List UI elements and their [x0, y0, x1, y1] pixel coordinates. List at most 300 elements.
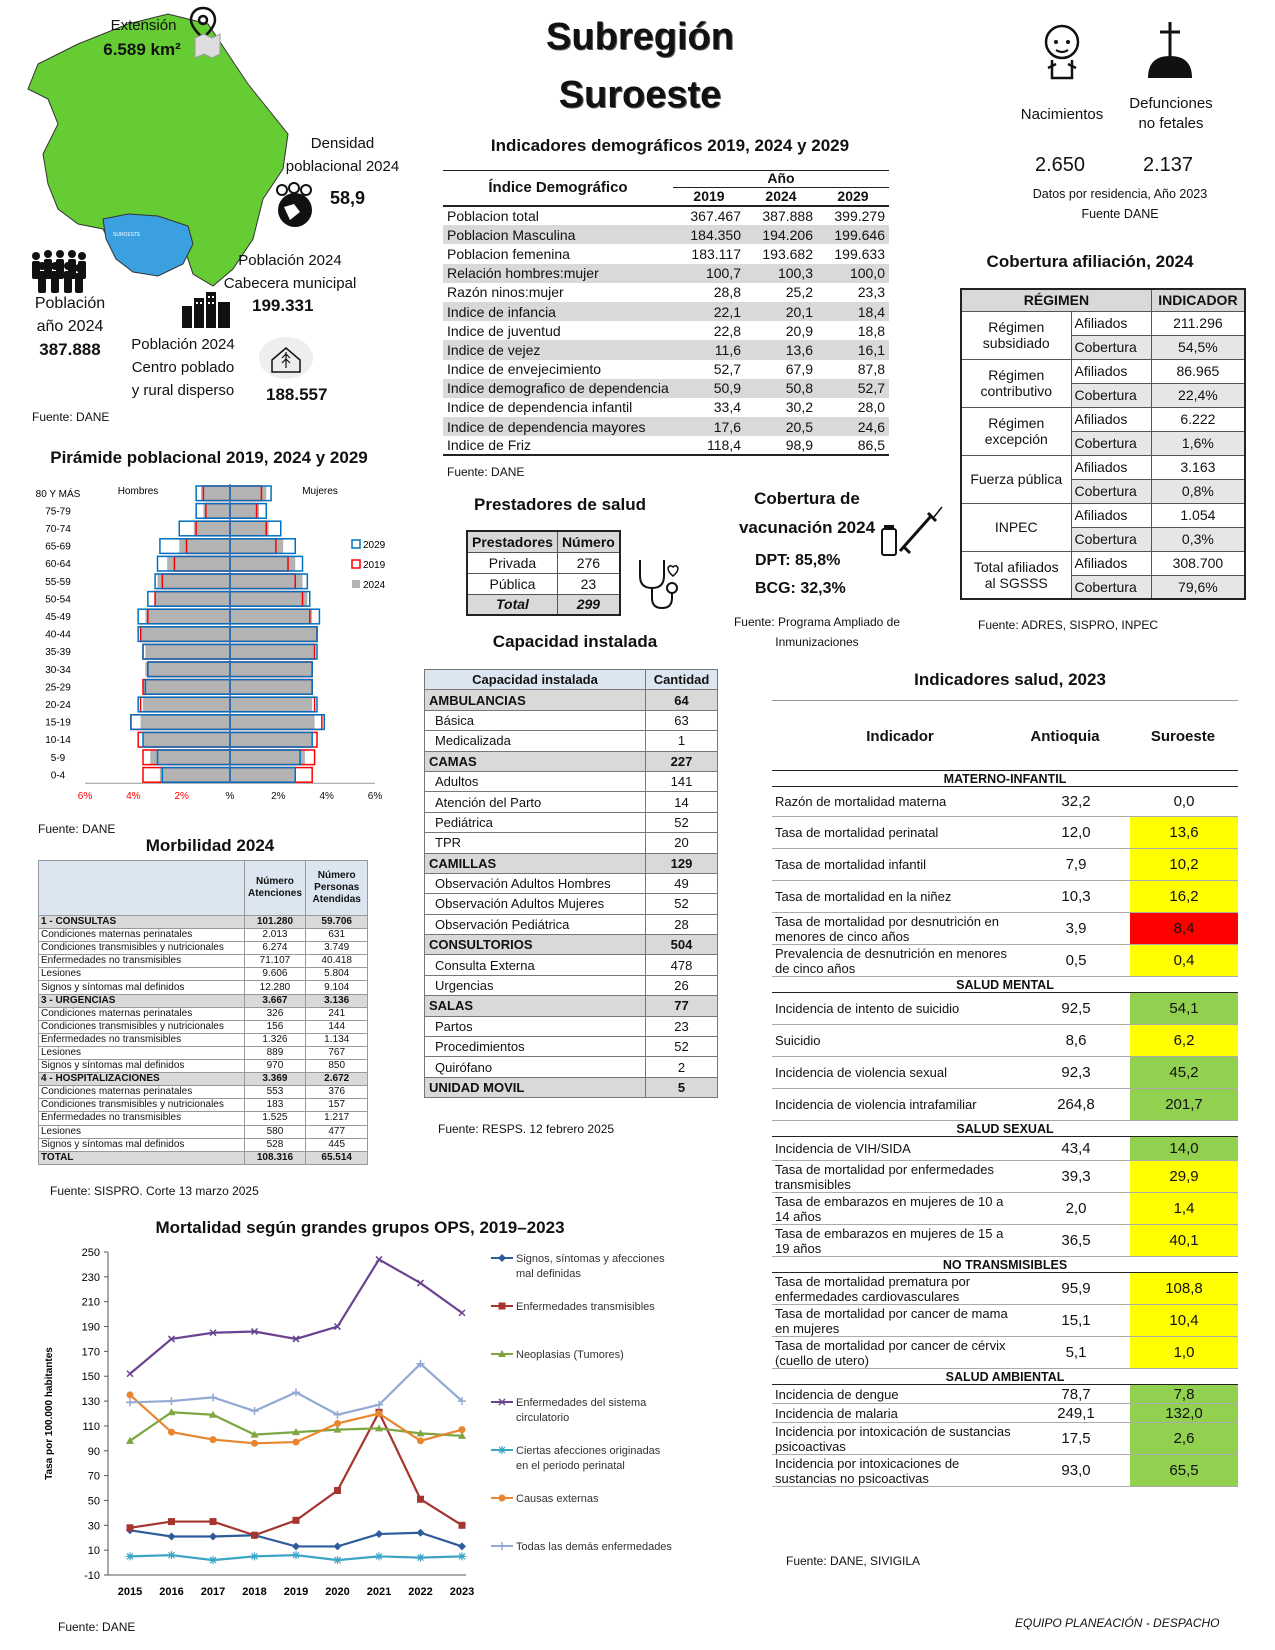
pyramid-bar-women-2024 [230, 750, 305, 765]
morb-row-label: Condiciones maternas perinatales [39, 1086, 245, 1099]
salud-row-antioquia: 39,3 [1022, 1161, 1130, 1193]
demo-row [443, 244, 889, 263]
salud-row-antioquia: 5,1 [1022, 1337, 1130, 1369]
nacimientos-label: Nacimientos [1020, 106, 1104, 123]
cov-title: Cobertura afiliación, 2024 [986, 252, 1194, 271]
salud-row-antioquia: 10,3 [1022, 881, 1130, 913]
salud-row [772, 1025, 1238, 1057]
demo-row-label: Poblacion femenina [447, 245, 570, 262]
prest-row-value: 276 [557, 552, 619, 573]
line-chart-point [292, 1388, 300, 1396]
demo-row-value: 199.646 [817, 225, 889, 244]
title-line-2: Suroeste [558, 74, 722, 116]
morb-row-label: 4 - HOSPITALIZACIONES [39, 1073, 245, 1086]
prest-row-label: Privada [467, 552, 557, 573]
cov-regimen-line: Régimen [988, 319, 1045, 335]
salud-row-suroeste: 65,5 [1130, 1455, 1238, 1487]
salud-row-label: Tasa de mortalidad por cancer de cérvix (cuello de utero) [772, 1337, 1022, 1369]
cap-row-value: 227 [646, 751, 718, 771]
cov-regimen-line: Fuerza pública [970, 471, 1063, 487]
salud-row-antioquia: 264,8 [1022, 1089, 1130, 1121]
demo-row [443, 340, 889, 359]
cov-cobertura-value: 22,4% [1151, 383, 1245, 407]
rural-label-2: Centro poblado [131, 359, 235, 376]
salud-category: SALUD SEXUAL [772, 1121, 1238, 1137]
salud-row [772, 1423, 1238, 1455]
line-chart-x-tick: 2020 [325, 1586, 350, 1598]
extension-label: Extensión [110, 17, 177, 34]
salud-row-antioquia: 78,7 [1022, 1385, 1130, 1404]
salud-row-label: Incidencia de malaria [772, 1404, 1022, 1423]
cap-row-label: Urgencias [425, 975, 646, 995]
morb-row [39, 1046, 368, 1059]
cap-row [425, 894, 718, 914]
salud-row [772, 881, 1238, 913]
demo-row [443, 436, 889, 455]
demo-row-value: 100,0 [817, 264, 889, 283]
salud-row-antioquia: 15,1 [1022, 1305, 1130, 1337]
cap-row-value: 5 [646, 1077, 718, 1097]
cap-row-label: Observación Adultos Hombres [425, 873, 646, 893]
pyramid-age-label: 65-69 [45, 541, 71, 553]
cap-row-value: 26 [646, 975, 718, 995]
demo-row-value: 399.279 [834, 208, 885, 225]
morb-row-personas: 3.136 [306, 994, 368, 1007]
densidad-label-2: poblacional 2024 [285, 158, 400, 175]
pyramid-bar-women-2024 [230, 592, 307, 607]
pyramid-x-tick: 2% [271, 791, 286, 803]
line-chart-legend-label: Enfermedades del sistema circulatorio [516, 1397, 647, 1424]
salud-row [772, 945, 1238, 977]
demo-row-value: 17,6 [673, 417, 745, 436]
footer-right: EQUIPO PLANEACIÓN - DESPACHO [1015, 1616, 1220, 1630]
demo-row-value: 183.117 [691, 245, 741, 262]
title-line-1: Subregión [546, 16, 734, 58]
pyramid-bar-men-2024 [143, 680, 230, 695]
line-chart-point [375, 1530, 383, 1538]
salud-row-suroeste: 54,1 [1130, 993, 1238, 1025]
salud-category: SALUD MENTAL [772, 977, 1238, 993]
pyramid-bar-men-2024 [143, 732, 230, 747]
cap-title: Capacidad instalada [492, 632, 658, 651]
salud-row-suroeste: 10,2 [1130, 849, 1238, 881]
morb-col-1: Número Atenciones [244, 861, 306, 916]
salud-row-antioquia: 12,0 [1022, 817, 1130, 849]
rural-house-icon [258, 336, 314, 380]
salud-row [772, 849, 1238, 881]
demo-row [443, 321, 889, 340]
cap-row-label: CAMILLAS [425, 853, 646, 873]
morb-row-atenciones: 183 [244, 1099, 306, 1112]
morb-row-label: Condiciones transmisibles y nutricionales [39, 1020, 245, 1033]
demo-row-value: 67,9 [785, 361, 813, 378]
demo-row-label: Indice de vejez [443, 340, 673, 359]
pyramid-bar-men-2024 [145, 644, 230, 659]
salud-row-antioquia: 95,9 [1022, 1273, 1130, 1305]
morb-row-atenciones: 2.013 [244, 929, 306, 942]
cap-row-label: Partos [425, 1016, 646, 1036]
morb-row-personas: 144 [306, 1020, 368, 1033]
cov-cobertura-label: Cobertura [1071, 575, 1151, 599]
morb-row-label: Enfermedades no transmisibles [39, 955, 245, 968]
cap-row-value: 23 [646, 1016, 718, 1036]
pyramid-women-label: Mujeres [302, 486, 338, 497]
demo-row-value: 52,7 [713, 361, 741, 378]
stethoscope-icon [632, 556, 682, 612]
morb-row-personas: 65.514 [306, 1151, 368, 1164]
poblacion-label-1: Población [34, 295, 106, 312]
cap-row-value: 49 [646, 873, 718, 893]
page-title [500, 8, 780, 124]
pyramid-bar-women-2024 [230, 556, 295, 571]
line-chart-point [127, 1524, 134, 1531]
morb-row-personas: 445 [306, 1138, 368, 1151]
line-chart-y-tick: 30 [87, 1520, 100, 1533]
line-chart-point [126, 1398, 134, 1406]
morb-row-label: Enfermedades no transmisibles [39, 1112, 245, 1125]
vac-title [722, 484, 892, 542]
demo-row-value: 184.350 [673, 225, 745, 244]
cap-row-value: 141 [646, 771, 718, 791]
demo-row-value: 199.633 [834, 245, 885, 262]
vac-dpt: DPT: 85,8% [755, 552, 841, 569]
demo-row-value: 28,0 [857, 399, 885, 416]
cap-col-1: Capacidad instalada [425, 670, 646, 690]
cov-regimen-line: Régimen [988, 367, 1045, 383]
demo-row-label: Poblacion Masculina [443, 225, 673, 244]
salud-row [772, 993, 1238, 1025]
demo-source: Fuente: DANE [447, 465, 525, 479]
pyramid-age-label: 40-44 [45, 629, 71, 641]
pyramid-age-label: 15-19 [45, 717, 71, 729]
salud-row-label: Tasa de embarazos en mujeres de 15 a 19 años [772, 1225, 1022, 1257]
demo-row-value: 20,5 [745, 417, 817, 436]
morb-row-personas: 157 [306, 1099, 368, 1112]
cap-row-label: Atención del Parto [425, 792, 646, 812]
salud-row-label: Incidencia por intoxicaciones de sustancias no psicoactivas [772, 1455, 1022, 1487]
cabecera-value: 199.331 [252, 296, 314, 315]
cap-row-label: Procedimientos [425, 1037, 646, 1057]
cap-row-label: TPR [425, 833, 646, 853]
cov-cobertura-label: Cobertura [1071, 479, 1151, 503]
pyramid-legend-swatch-2029 [352, 540, 360, 548]
cov-cobertura-label: Cobertura [1071, 335, 1151, 359]
pyramid-x-tick: % [225, 791, 235, 803]
salud-col-1: Indicador [866, 728, 934, 745]
salud-row [772, 1225, 1238, 1257]
line-chart-legend-label: Causas externas [516, 1493, 599, 1505]
pyramid-age-label: 35-39 [45, 647, 71, 659]
morb-row [39, 1033, 368, 1046]
demo-row-value: 28,8 [713, 284, 741, 301]
cap-row [425, 1016, 718, 1036]
salud-row [772, 1385, 1238, 1404]
line-chart-x-tick: 2016 [159, 1586, 184, 1598]
poblacion-label [20, 292, 120, 338]
line-chart-point [251, 1407, 259, 1415]
pyramid-bar-women-2024 [230, 768, 295, 783]
salud-row [772, 1455, 1238, 1487]
cov-regimen-line: contributivo [980, 383, 1053, 399]
morb-row-atenciones: 326 [244, 1007, 306, 1020]
city-buildings-icon [180, 290, 234, 330]
cov-cobertura-label: Cobertura [1071, 431, 1151, 455]
vac-title-2: vacunación 2024 [738, 518, 876, 537]
line-chart-point [168, 1397, 176, 1405]
vital-note [1010, 184, 1230, 224]
salud-row-label: Incidencia de violencia intrafamiliar [772, 1089, 1022, 1121]
cov-cobertura-value: 54,5% [1151, 335, 1245, 359]
line-chart-x-tick: 2019 [283, 1586, 309, 1598]
prest-table [466, 530, 621, 616]
line-chart-y-tick: 110 [82, 1420, 100, 1433]
line-chart-x-tick: 2015 [117, 1586, 143, 1598]
demo-row-value: 118,4 [673, 436, 745, 455]
cov-table [960, 288, 1246, 600]
line-chart-point [375, 1552, 383, 1560]
cap-row-label: Adultos [425, 771, 646, 791]
salud-row-antioquia: 36,5 [1022, 1225, 1130, 1257]
salud-row-antioquia: 93,0 [1022, 1455, 1130, 1487]
morb-row [39, 994, 368, 1007]
cov-regimen-line: excepción [984, 431, 1048, 447]
cap-row [425, 1057, 718, 1077]
cap-row [425, 955, 718, 975]
cov-regimen-line: Régimen [988, 415, 1045, 431]
pyramid-x-tick: 4% [319, 791, 334, 803]
salud-row-antioquia: 32,2 [1022, 787, 1130, 817]
salud-row [772, 1137, 1238, 1161]
salud-row-label: Incidencia por intoxicación de sustancias psicoactivas [772, 1423, 1022, 1455]
map-source: Fuente: DANE [32, 410, 110, 424]
demo-table [443, 170, 889, 456]
pyramid-age-label: 30-34 [45, 664, 71, 676]
cap-row-value: 504 [646, 935, 718, 955]
cap-row-value: 14 [646, 792, 718, 812]
salud-row-antioquia: 7,9 [1022, 849, 1130, 881]
cap-row-label: Observación Pediátrica [425, 914, 646, 934]
salud-row-suroeste: 201,7 [1130, 1089, 1238, 1121]
cov-row [961, 407, 1245, 431]
cap-row-value: 52 [646, 894, 718, 914]
demo-row-value: 20,9 [785, 322, 813, 339]
morb-row-atenciones: 553 [244, 1086, 306, 1099]
morb-row-atenciones: 101.280 [244, 916, 306, 929]
morb-row-label: Signos y síntomas mal definidos [39, 1138, 245, 1151]
cov-regimen [961, 407, 1071, 455]
pyramid-bar-women-2024 [230, 732, 312, 747]
cap-row-label: UNIDAD MOVIL [425, 1077, 646, 1097]
cap-row-label: CAMAS [425, 751, 646, 771]
defunciones-label-1: Defunciones [1129, 95, 1213, 112]
morb-row [39, 1138, 368, 1151]
line-chart-y-tick: -10 [84, 1570, 100, 1582]
morb-row [39, 1099, 368, 1112]
line-chart-point [458, 1542, 466, 1550]
pyramid-bar-men-2024 [145, 662, 230, 677]
line-chart-y-tick: 250 [81, 1247, 100, 1259]
salud-row-label: Prevalencia de desnutrición en menores de cinco años [772, 945, 1022, 977]
morb-row-personas: 376 [306, 1086, 368, 1099]
demo-row-value: 22,8 [713, 322, 741, 339]
vac-source-1: Fuente: Programa Ampliado de [733, 615, 901, 629]
morb-row-atenciones: 6.274 [244, 942, 306, 955]
pyramid-bar-men-2024 [201, 486, 230, 501]
cov-afiliados-value: 3.163 [1151, 455, 1245, 479]
prest-row-value: 23 [557, 573, 619, 594]
prest-col-2: Número [557, 531, 619, 552]
cap-row [425, 690, 718, 710]
pyramid-bar-men-2024 [160, 768, 230, 783]
pyramid-bar-women-2024 [230, 574, 303, 589]
demo-row-value: 18,8 [857, 322, 885, 339]
vac-title-1: Cobertura de [754, 489, 860, 508]
line-chart-series [126, 1526, 466, 1550]
salud-row [772, 1161, 1238, 1193]
cov-cobertura-value: 0,8% [1151, 479, 1245, 503]
morb-row-atenciones: 889 [244, 1046, 306, 1059]
salud-row-suroeste: 1,4 [1130, 1193, 1238, 1225]
demo-row-value: 50,9 [673, 379, 745, 398]
cap-row-value: 52 [646, 1037, 718, 1057]
vac-bcg: BCG: 32,3% [755, 580, 846, 597]
line-chart-legend-label: Enfermedades transmisibles [516, 1301, 655, 1313]
line-chart-x-tick: 2017 [200, 1586, 226, 1598]
line-chart-point [127, 1371, 133, 1377]
pyramid-bar-men-2024 [167, 556, 230, 571]
demo-row-label: Indice de juventud [447, 322, 561, 339]
salud-row-antioquia: 92,3 [1022, 1057, 1130, 1089]
morb-row [39, 968, 368, 981]
morb-row-atenciones: 1.525 [244, 1112, 306, 1125]
cap-row [425, 853, 718, 873]
line-chart-y-tick: 230 [81, 1271, 100, 1284]
cap-row-value: 478 [646, 955, 718, 975]
line-chart-point [292, 1542, 300, 1550]
line-chart-point [334, 1487, 341, 1494]
demo-year: 2024 [745, 187, 817, 206]
cap-col-2: Cantidad [646, 670, 718, 690]
line-chart-point [417, 1529, 425, 1537]
pyramid-age-label: 70-74 [45, 524, 71, 535]
salud-row [772, 913, 1238, 945]
morb-row-personas: 477 [306, 1125, 368, 1138]
salud-category-row [772, 771, 1238, 787]
line-chart-y-tick: 210 [81, 1296, 100, 1309]
rural-label [118, 333, 248, 402]
line-chart-x-tick: 2023 [449, 1586, 475, 1598]
salud-row-label: Tasa de embarazos en mujeres de 10 a 14 años [772, 1193, 1022, 1225]
morb-table [38, 860, 368, 1165]
pyramid-legend-label: 2029 [363, 540, 386, 551]
salud-row-antioquia: 2,0 [1022, 1193, 1130, 1225]
pyramid-bar-men-2024 [141, 627, 230, 642]
line-chart-point [209, 1393, 217, 1401]
morb-row-personas: 1.134 [306, 1033, 368, 1046]
cap-row-value: 20 [646, 833, 718, 853]
line-chart-point [417, 1437, 424, 1444]
demo-row [443, 398, 889, 417]
densidad-label-1: Densidad [310, 135, 375, 152]
morb-row-personas: 850 [306, 1060, 368, 1073]
cap-row-label: CONSULTORIOS [425, 935, 646, 955]
cap-source: Fuente: RESPS. 12 febrero 2025 [438, 1122, 615, 1136]
pyramid-bar-women-2024 [230, 627, 317, 642]
pyramid-bar-men-2024 [155, 592, 230, 607]
cov-row [961, 503, 1245, 527]
cov-regimen [961, 551, 1071, 599]
line-chart-y-label: Tasa por 100.000 habitantes [44, 1347, 55, 1480]
cov-afiliados-label: Afiliados [1071, 551, 1151, 575]
salud-row [772, 1337, 1238, 1369]
salud-table [772, 770, 1238, 1487]
prest-total-value: 299 [557, 594, 619, 615]
salud-row-suroeste: 0,4 [1130, 945, 1238, 977]
salud-row-suroeste: 0,0 [1130, 787, 1238, 817]
pyramid-bar-women-2024 [230, 662, 312, 677]
morb-row-label: Condiciones transmisibles y nutricionales [39, 1099, 245, 1112]
line-chart-y-tick: 90 [87, 1445, 100, 1458]
line-chart-point [459, 1426, 466, 1433]
morb-col-0 [39, 861, 245, 916]
poblacion-label-2: año 2024 [36, 318, 104, 335]
demo-row-value: 50,8 [745, 379, 817, 398]
demo-row-value: 33,4 [713, 399, 741, 416]
pyramid-age-label: 80 Y MÁS [35, 488, 81, 500]
line-chart-legend-label: Ciertas afecciones originadas en el periodo perinatal [516, 1445, 661, 1472]
line-chart-series [126, 1551, 466, 1564]
salud-row-label: Tasa de mortalidad en la niñez [772, 881, 1022, 913]
salud-row-label: Tasa de mortalidad por cancer de mama en mujeres [772, 1305, 1022, 1337]
rural-value: 188.557 [266, 385, 328, 404]
pyramid-age-label: 25-29 [45, 682, 71, 694]
demo-row-label: Poblacion total [447, 208, 539, 225]
cov-afiliados-label: Afiliados [1071, 311, 1151, 335]
demo-row [443, 225, 889, 244]
cov-col-regimen: RÉGIMEN [961, 289, 1151, 311]
morb-row [39, 1007, 368, 1020]
line-chart-point [417, 1496, 424, 1503]
morb-row-atenciones: 1.326 [244, 1033, 306, 1046]
salud-col-3: Suroeste [1150, 728, 1216, 745]
cov-row [961, 551, 1245, 575]
population-density-icon [270, 180, 320, 230]
salud-row-antioquia: 0,5 [1022, 945, 1130, 977]
morb-row-personas: 631 [306, 929, 368, 942]
salud-row-suroeste: 45,2 [1130, 1057, 1238, 1089]
pyramid-source: Fuente: DANE [38, 822, 116, 836]
demo-row-value: 193.682 [762, 245, 813, 262]
baby-icon [1040, 20, 1084, 82]
demo-row-value: 86,5 [817, 436, 889, 455]
defunciones-label [1116, 94, 1226, 134]
cap-row-label: SALAS [425, 996, 646, 1016]
cap-row [425, 710, 718, 730]
pyramid-legend-swatch-2024 [352, 580, 360, 588]
cov-regimen-line: subsidiado [982, 335, 1050, 351]
prest-col-1: Prestadores [467, 531, 557, 552]
salud-row-antioquia: 8,6 [1022, 1025, 1130, 1057]
prest-title: Prestadores de salud [474, 495, 646, 514]
morb-row [39, 981, 368, 994]
cap-row [425, 935, 718, 955]
cap-row [425, 792, 718, 812]
salud-row-label: Tasa de mortalidad perinatal [772, 817, 1022, 849]
demo-row-value: 100,3 [745, 264, 817, 283]
pyramid-age-label: 20-24 [45, 700, 71, 711]
line-chart-point [459, 1522, 466, 1529]
salud-row-suroeste: 6,2 [1130, 1025, 1238, 1057]
